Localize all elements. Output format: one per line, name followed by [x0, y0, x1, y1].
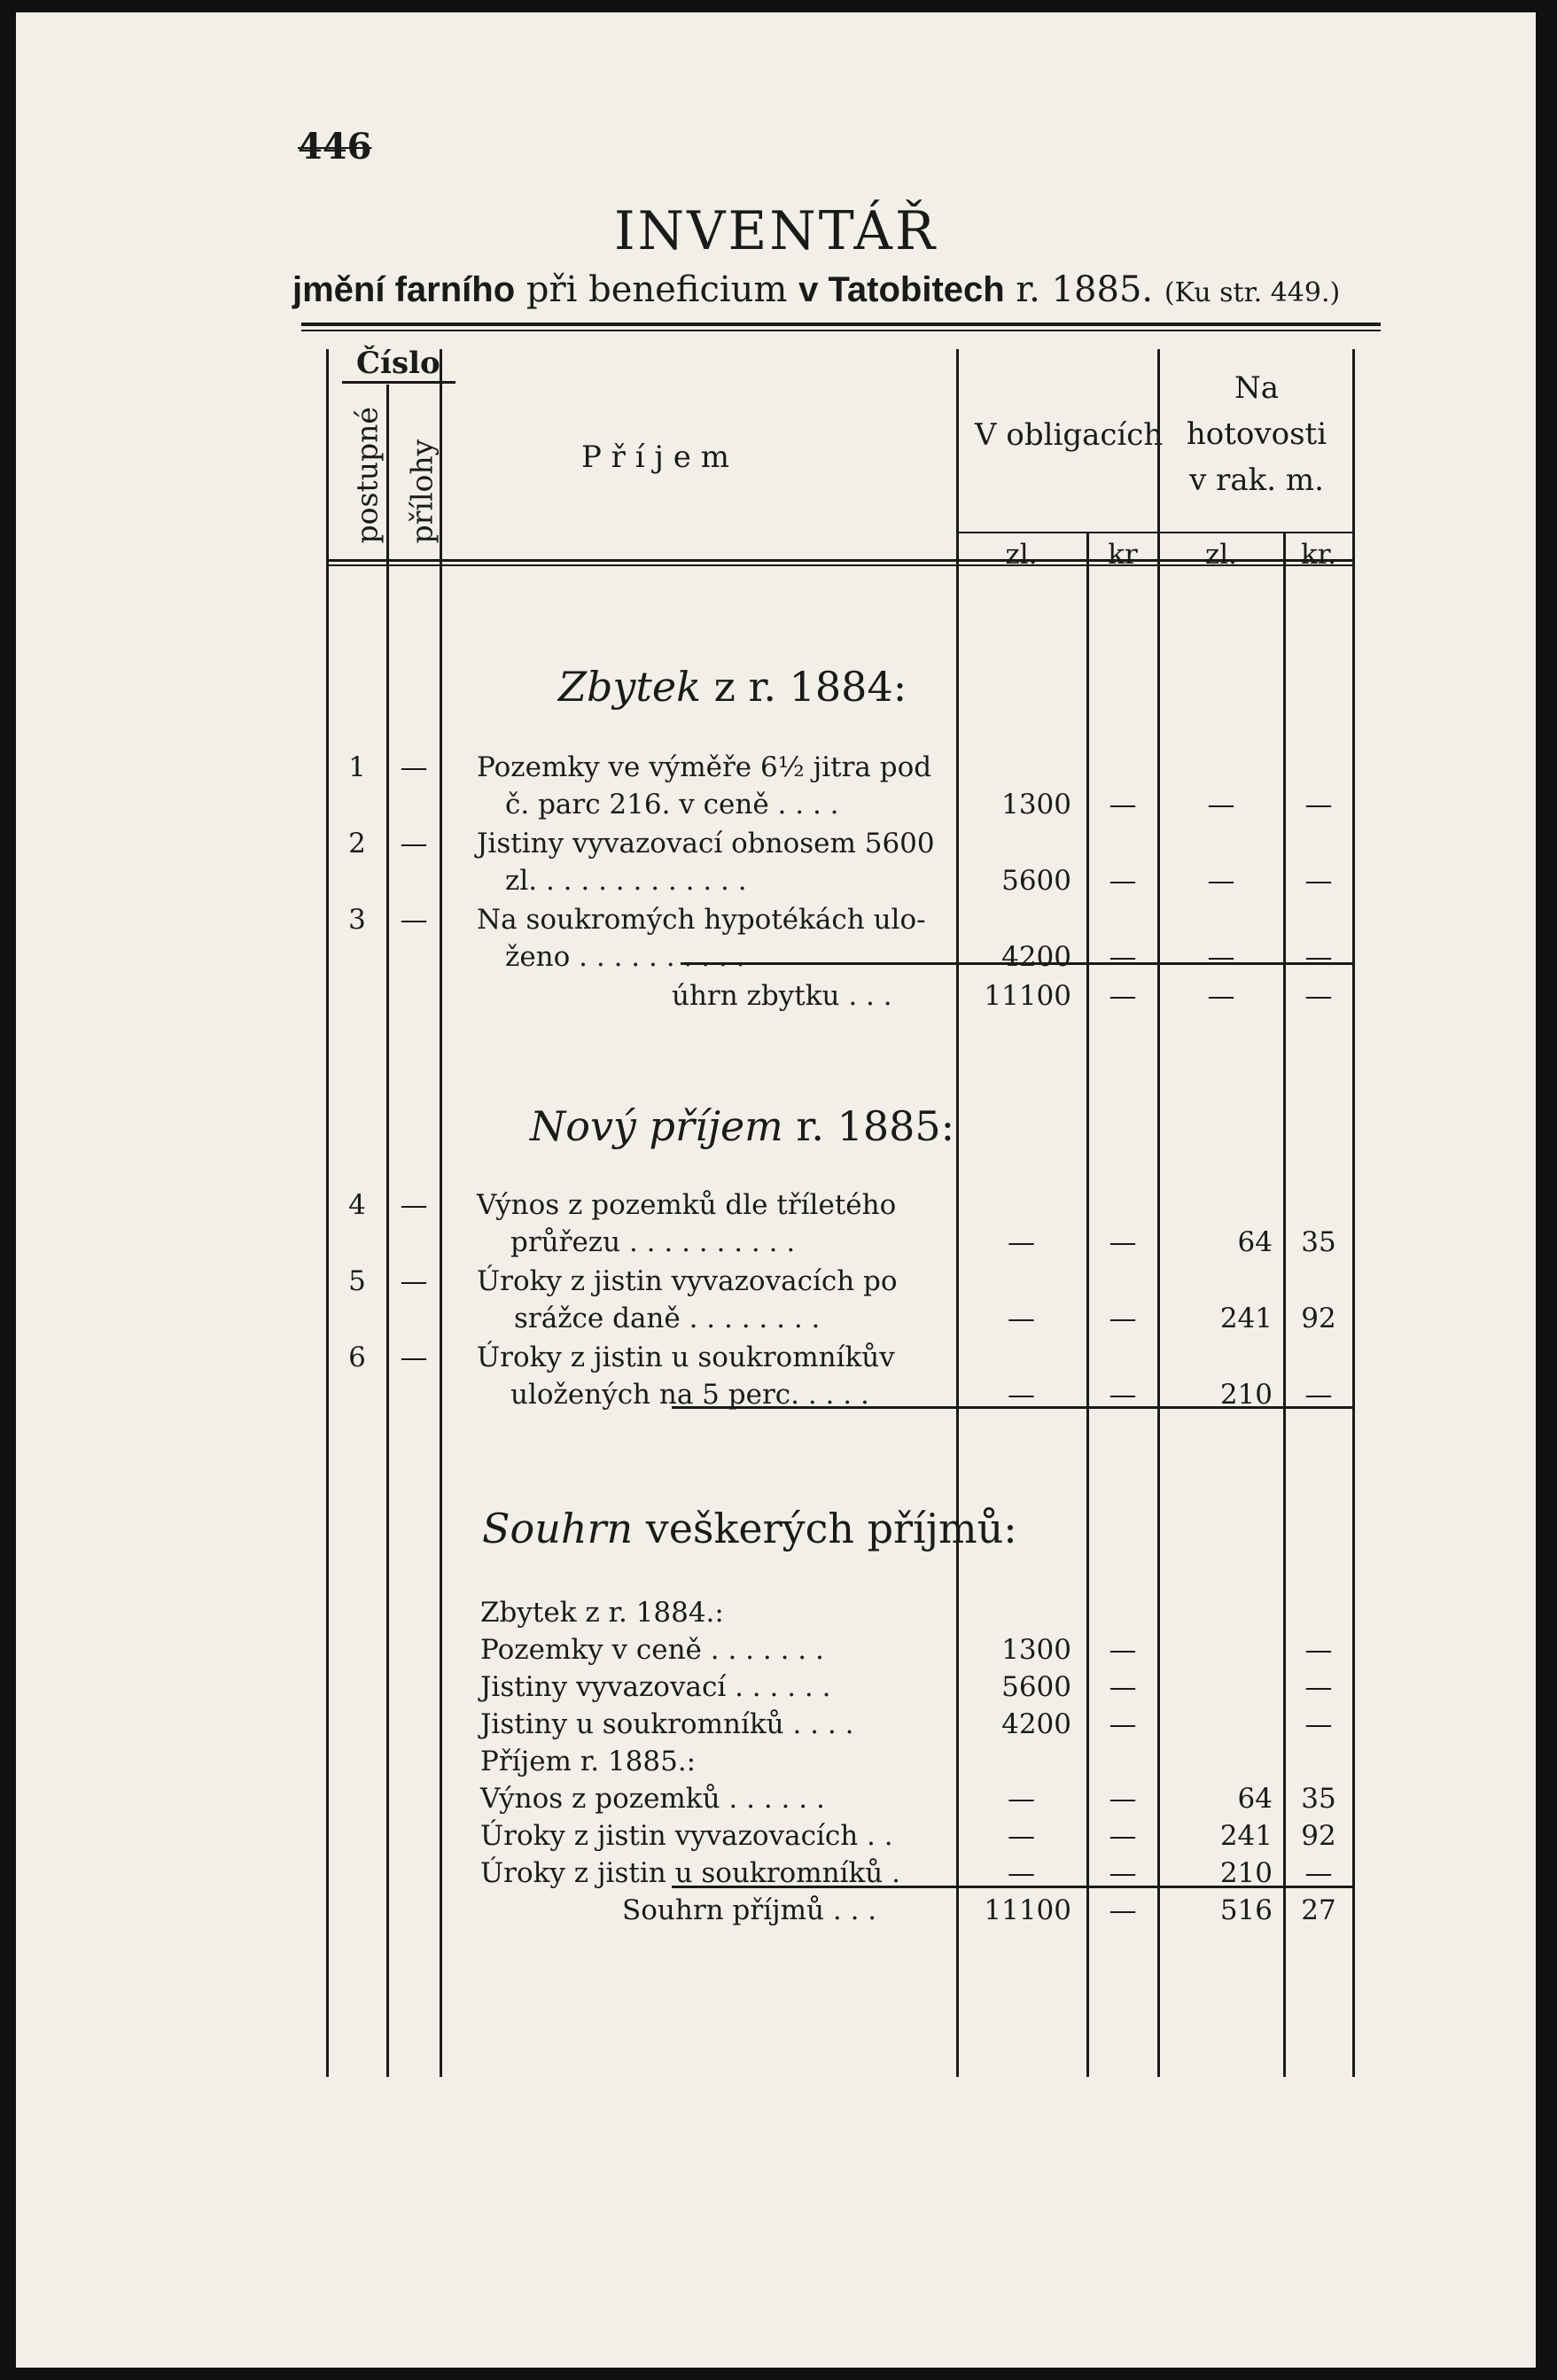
summary-hkr-3: — — [1304, 1671, 1333, 1703]
summary-hkr-6: 35 — [1301, 1783, 1336, 1815]
vline-outer-right — [1352, 349, 1355, 2077]
row1-line1: Pozemky ve výměře 6½ jitra pod — [477, 751, 932, 783]
summary-hkr-2: — — [1304, 1634, 1333, 1666]
row6-zl: — — [1008, 1379, 1035, 1411]
row2-line1: Jistiny vyvazovací obnosem 5600 — [477, 828, 935, 859]
row3-att: — — [400, 904, 428, 936]
row1-hkr: — — [1304, 789, 1333, 821]
col-hot-kr: kr. — [1300, 539, 1337, 571]
row3-line1: Na soukromých hypotékách ulo- — [477, 904, 926, 936]
col-cislo: Číslo — [356, 346, 440, 381]
summary-hkr-7: 92 — [1301, 1820, 1336, 1852]
row1-att: — — [400, 751, 428, 783]
row4-zl: — — [1008, 1226, 1035, 1258]
row5-line1: Úroky z jistin vyvazovacích po — [477, 1265, 898, 1297]
row1-num: 1 — [348, 751, 366, 783]
summary-label-6: Výnos z pozemků . . . . . . — [480, 1783, 825, 1815]
summary-hzl-7: 241 — [1219, 1820, 1273, 1852]
vline-att — [440, 349, 442, 2077]
summary-kr-2: — — [1109, 1634, 1137, 1666]
row4-att: — — [400, 1189, 428, 1221]
row3-num: 3 — [348, 904, 366, 936]
summary-label-2: Pozemky v ceně . . . . . . . — [480, 1634, 824, 1666]
row5-num: 5 — [348, 1265, 366, 1297]
row5-line2: srážce daně . . . . . . . . — [514, 1303, 821, 1334]
subtitle-year: r. 1885. — [1004, 269, 1154, 310]
row2-kr: — — [1109, 865, 1137, 897]
summary-zl-3: 5600 — [1001, 1671, 1071, 1703]
row2-zl: 5600 — [1001, 865, 1071, 897]
summary-label-5: Příjem r. 1885.: — [480, 1746, 697, 1777]
row1-line2: č. parc 216. v ceně . . . . — [505, 789, 839, 821]
cislo-divider — [342, 381, 455, 384]
summary-kr-8: — — [1109, 1857, 1137, 1889]
row3-zl: 4200 — [1001, 941, 1071, 973]
subtitle-bold-2: v Tatobitech — [798, 270, 1005, 309]
total-hzl: 516 — [1219, 1894, 1273, 1926]
row4-kr: — — [1109, 1226, 1137, 1258]
col-hotovost-3: v rak. m. — [1189, 463, 1324, 498]
row3-hzl: — — [1207, 941, 1235, 973]
col-hot-zl: zl. — [1204, 539, 1238, 571]
subtitle-mid: při beneficium — [515, 269, 799, 310]
row4-line2: průřezu . . . . . . . . . . — [510, 1226, 796, 1258]
row6-num: 6 — [348, 1342, 366, 1373]
section-zbytek-rest: z r. 1884: — [700, 663, 907, 711]
summary-kr-7: — — [1109, 1820, 1137, 1852]
section-novy-rest: r. 1885: — [782, 1102, 955, 1150]
row2-line2: zl. . . . . . . . . . . . . — [505, 865, 747, 897]
col-hotovost-2: hotovosti — [1186, 416, 1327, 452]
row6-hkr: — — [1304, 1379, 1333, 1411]
row4-hzl: 64 — [1237, 1226, 1273, 1258]
total-label: Souhrn příjmů . . . — [622, 1894, 877, 1926]
row1-kr: — — [1109, 789, 1137, 821]
subtitle-reference: (Ku str. 449.) — [1164, 277, 1341, 308]
col-obl-kr: kr — [1108, 539, 1138, 571]
total-kr: — — [1109, 1894, 1137, 1926]
row5-hkr: 92 — [1301, 1303, 1336, 1334]
total-hkr: 27 — [1301, 1894, 1336, 1926]
summary-zl-8: — — [1008, 1857, 1035, 1889]
row2-num: 2 — [348, 828, 366, 859]
top-rule-thin — [301, 330, 1381, 331]
row6-kr: — — [1109, 1379, 1137, 1411]
summary-zl-2: 1300 — [1001, 1634, 1071, 1666]
row1-hzl: — — [1207, 789, 1235, 821]
currency-divider — [956, 532, 1355, 533]
summary-kr-3: — — [1109, 1671, 1137, 1703]
summary-label-4: Jistiny u soukromníků . . . . — [480, 1708, 854, 1740]
subtotal-hzl: — — [1207, 980, 1235, 1012]
section-souhrn — [482, 1505, 1017, 1552]
col-postupne: postupné — [349, 407, 385, 544]
page-number: 446 — [298, 126, 372, 167]
summary-zl-6: — — [1008, 1783, 1035, 1815]
row5-zl: — — [1008, 1303, 1035, 1334]
summary-kr-4: — — [1109, 1708, 1137, 1740]
summary-label-1: Zbytek z r. 1884.: — [480, 1597, 724, 1629]
col-obligace: V obligacích — [975, 417, 1164, 453]
row4-hkr: 35 — [1301, 1226, 1336, 1258]
top-rule — [301, 323, 1381, 326]
vline-obl — [1157, 349, 1160, 2077]
row3-kr: — — [1109, 941, 1137, 973]
col-prijem: P ř í j e m — [581, 439, 729, 475]
subtotal-hkr: — — [1304, 980, 1333, 1012]
subtotal-kr: — — [1109, 980, 1137, 1012]
row5-kr: — — [1109, 1303, 1137, 1334]
row2-hkr: — — [1304, 865, 1333, 897]
row6-hzl: 210 — [1219, 1379, 1273, 1411]
row4-num: 4 — [348, 1189, 366, 1221]
section-zbytek — [558, 663, 907, 711]
row5-hzl: 241 — [1219, 1303, 1273, 1334]
summary-hzl-8: 210 — [1219, 1857, 1273, 1889]
row2-hzl: — — [1207, 865, 1235, 897]
document-page — [16, 12, 1536, 2368]
section-zbytek-italic: Zbytek — [558, 663, 701, 711]
summary-label-3: Jistiny vyvazovací . . . . . . — [480, 1671, 831, 1703]
summary-hkr-8: — — [1304, 1857, 1333, 1889]
vline-prijem — [956, 349, 959, 2077]
col-obl-zl: zl. — [1005, 539, 1038, 571]
summary-label-8: Úroky z jistin u soukromníků . — [480, 1857, 900, 1889]
col-prilohy: přílohy — [404, 439, 440, 544]
total-zl: 11100 — [984, 1894, 1071, 1926]
row3-hkr: — — [1304, 941, 1333, 973]
row2-att: — — [400, 828, 428, 859]
row4-line1: Výnos z pozemků dle tříletého — [477, 1189, 897, 1221]
summary-hzl-6: 64 — [1237, 1783, 1273, 1815]
row1-zl: 1300 — [1001, 789, 1071, 821]
summary-label-7: Úroky z jistin vyvazovacích . . — [480, 1820, 893, 1852]
summary-hkr-4: — — [1304, 1708, 1333, 1740]
summary-kr-6: — — [1109, 1783, 1137, 1815]
page-title: INVENTÁŘ — [613, 200, 938, 262]
subtotal-label: úhrn zbytku . . . — [672, 980, 892, 1012]
subtotal-zl: 11100 — [984, 980, 1071, 1012]
section-novy — [530, 1102, 954, 1150]
row6-att: — — [400, 1342, 428, 1373]
row3-line2: ženo . . . . . . . . . . — [505, 941, 745, 973]
subtitle-bold-1: jmění farního — [292, 270, 516, 309]
section-souhrn-italic: Souhrn — [482, 1505, 634, 1552]
summary-zl-7: — — [1008, 1820, 1035, 1852]
section-souhrn-rest: veškerých příjmů: — [633, 1505, 1017, 1552]
section-novy-italic: Nový příjem — [530, 1102, 783, 1150]
vline-num — [386, 385, 389, 2077]
row5-att: — — [400, 1265, 428, 1297]
row6-line1: Úroky z jistin u soukromníkův — [477, 1342, 895, 1373]
summary-zl-4: 4200 — [1001, 1708, 1071, 1740]
row6-line2: uložených na 5 perc. . . . . — [510, 1379, 869, 1411]
col-hotovost-1: Na — [1234, 370, 1280, 406]
page-subtitle — [292, 269, 1340, 310]
